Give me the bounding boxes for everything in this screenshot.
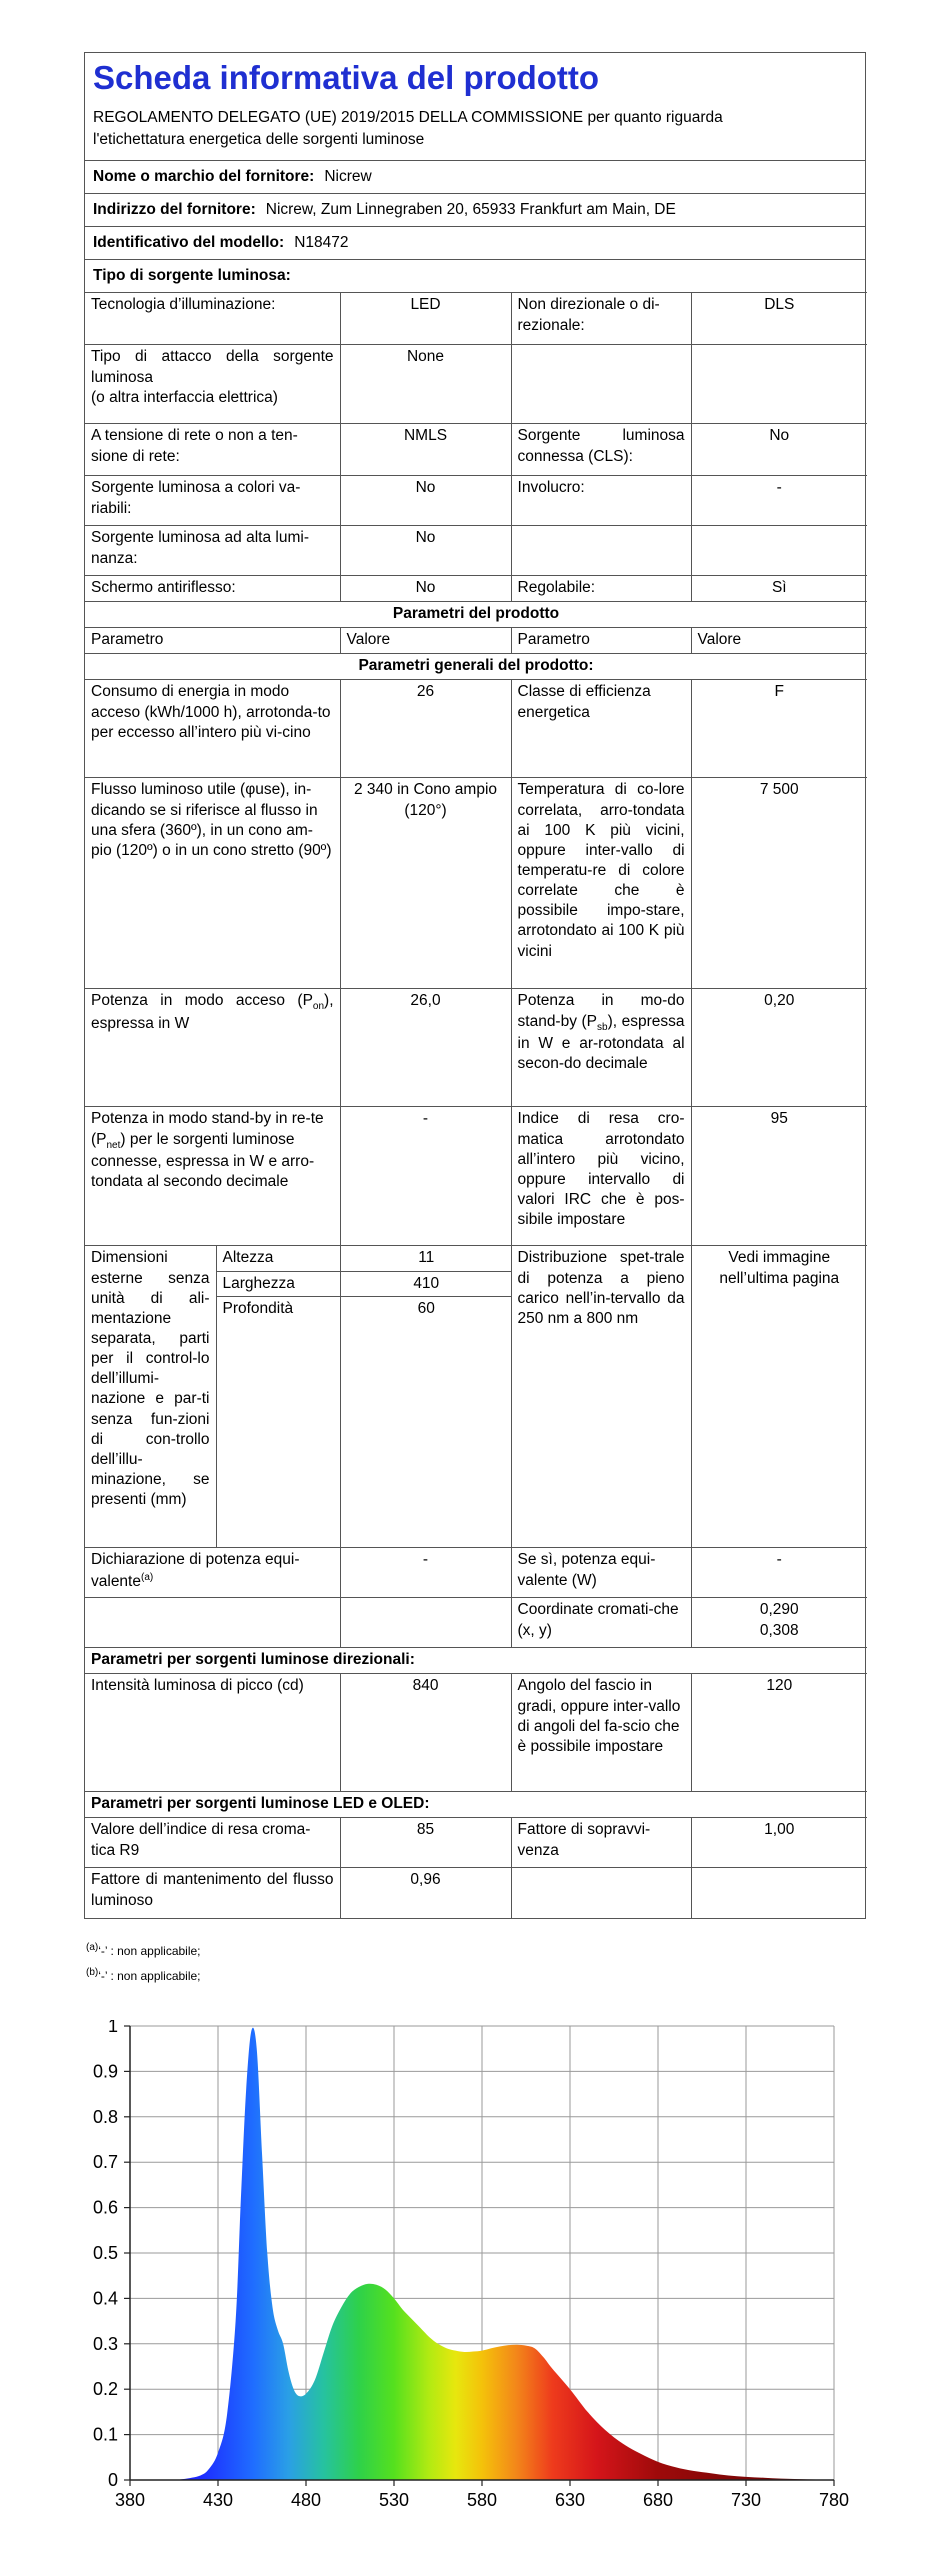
lumen-maintenance-label: Fattore di mantenimento del flusso luminoso — [85, 1868, 340, 1918]
y-tick-label: 0.3 — [92, 2333, 118, 2354]
empty-cell — [85, 1598, 340, 1648]
x-tick-label: 680 — [642, 2490, 674, 2510]
tech-label: Tecnologia d’illuminazione: — [85, 293, 340, 345]
tech-value: LED — [340, 293, 511, 345]
x-tick-label: 730 — [730, 2490, 762, 2510]
regulation-line-2: l'etichettatura energetica delle sorgenti luminose — [93, 131, 425, 149]
chromaticity-value — [691, 1598, 867, 1648]
y-tick-label: 0.4 — [92, 2288, 118, 2309]
cri-value: 95 — [691, 1107, 867, 1246]
footnote-a-text: ‘-’ : non applicabile; — [98, 1944, 201, 1958]
anti-glare-label: Schermo antiriflesso: — [85, 576, 340, 602]
supplier-address-row — [85, 194, 865, 227]
mains-value: NMLS — [340, 424, 511, 476]
x-tick-label: 630 — [554, 2490, 586, 2510]
cap-value: None — [340, 345, 511, 424]
depth-label: Profondità — [217, 1297, 341, 1547]
spectral-distribution-value: Vedi immagine nell’ultima pagina — [691, 1246, 867, 1548]
table-row — [85, 576, 867, 602]
cct-label: Temperatura di co-lore correlata, arro-tondata ai 100 K più vicini, oppure inter-vallo di temperatu-re di colore correlate che è possibile impo-stare, arrotondato ai 100 K più vicini — [511, 778, 691, 989]
dimensions-label: Dimensioni esterne senza unità di ali-mentazione separata, parti per il control-lo dell’illumi-nazione e par-ti senza fun-zioni di con-trollo dell’illu-minazione, se presenti (mm) — [85, 1246, 216, 1548]
y-tick-label: 0.5 — [92, 2243, 118, 2263]
r9-value: 85 — [340, 1818, 511, 1868]
supplier-address-value: Nicrew, Zum Linnegraben 20, 65933 Frankfurt am Main, DE — [265, 201, 676, 219]
footnote-a-marker: (a) — [86, 1942, 99, 1953]
equivalent-power-claim-label — [85, 1548, 340, 1598]
on-mode-power-text: Potenza in modo acceso (P — [91, 992, 313, 1010]
height-label: Altezza — [217, 1246, 341, 1271]
cri-label: Indice di resa cro-matica arrotondato all’intero più vicino, oppure intervallo di valori IRC che è pos-sibile impostare — [511, 1107, 691, 1246]
empty-cell — [691, 345, 867, 424]
networked-standby-subscript: net — [106, 1139, 121, 1151]
useful-flux-value: 2 340 in Cono ampio (120°) — [340, 778, 511, 989]
x-tick-label: 580 — [466, 2490, 498, 2510]
spectral-distribution-label: Distribuzione spet-trale di potenza a pieno carico nell’in-tervallo da 250 nm a 800 nm — [511, 1246, 691, 1548]
supplier-address-label: Indirizzo del fornitore: — [93, 201, 256, 219]
energy-consumption-value: 26 — [340, 680, 511, 778]
networked-standby-label — [85, 1107, 340, 1246]
table-row — [85, 654, 867, 680]
table-row — [217, 1297, 512, 1547]
cls-value: No — [691, 424, 867, 476]
led-parameters-heading: Parametri per sorgenti luminose LED e OLED: — [85, 1792, 867, 1818]
empty-cell — [511, 1868, 691, 1918]
table-row — [85, 1246, 867, 1548]
model-value: N18472 — [294, 234, 349, 252]
cap-label-note: (o altra interfaccia elettrica) — [91, 388, 278, 406]
product-parameters-heading: Parametri del prodotto — [85, 602, 867, 628]
x-tick-label: 430 — [202, 2490, 234, 2510]
empty-cell — [340, 1598, 511, 1648]
dimmable-value: Sì — [691, 576, 867, 602]
colour-tunable-label: Sorgente luminosa a colori va-riabili: — [85, 476, 340, 526]
equivalent-power-claim-text: Dichiarazione di potenza equi-valente — [91, 1551, 300, 1590]
x-tick-label: 380 — [114, 2490, 146, 2510]
y-tick-label: 0 — [107, 2470, 118, 2490]
table-row — [85, 1674, 867, 1792]
dimensions-subtable — [217, 1246, 512, 1546]
beam-angle-label: Angolo del fascio in gradi, oppure inter-vallo di angoli del fa-scio che è possibile impostare — [511, 1674, 691, 1792]
table-row — [85, 293, 867, 345]
high-luminance-value: No — [340, 526, 511, 576]
x-tick-label: 780 — [818, 2490, 850, 2510]
supplier-name-row — [85, 161, 865, 194]
y-tick-label: 0.9 — [92, 2061, 118, 2082]
regulation-line-1: REGOLAMENTO DELEGATO (UE) 2019/2015 DELLA COMMISSIONE per quanto riguarda — [93, 108, 723, 126]
networked-standby-text: Potenza in modo stand-by in re-te (P — [91, 1110, 324, 1148]
standby-power-label — [511, 989, 691, 1107]
survival-factor-value: 1,00 — [691, 1818, 867, 1868]
equivalent-power-claim-value: - — [340, 1548, 511, 1598]
high-luminance-label: Sorgente luminosa ad alta lumi-nanza: — [85, 526, 340, 576]
spectral-distribution-chart — [56, 2020, 856, 2530]
cap-cell — [85, 345, 340, 424]
table-row — [85, 989, 867, 1107]
lumen-maintenance-value: 0,96 — [340, 1868, 511, 1918]
r9-label: Valore dell’indice di resa croma-tica R9 — [85, 1818, 340, 1868]
y-tick-label: 0.2 — [92, 2379, 118, 2400]
chromaticity-y: 0,308 — [759, 1621, 799, 1639]
sheet-header — [85, 53, 865, 161]
survival-factor-label: Fattore di sopravvi-venza — [511, 1818, 691, 1868]
x-tick-label: 480 — [290, 2490, 322, 2510]
standby-power-subscript: sb — [597, 1021, 608, 1033]
table-row — [85, 778, 867, 989]
directional-parameters-heading: Parametri per sorgenti luminose direzionali: — [85, 1648, 867, 1674]
standby-power-text-end: ), espressa in W e ar-rotondata al secon-do decimale — [517, 1012, 685, 1072]
supplier-name-value: Nicrew — [324, 167, 372, 185]
empty-cell — [511, 345, 691, 424]
table-row — [217, 1246, 512, 1271]
y-tick-label: 0.7 — [92, 2152, 118, 2173]
table-row — [85, 1648, 867, 1674]
table-row — [85, 1868, 867, 1918]
networked-standby-value: - — [340, 1107, 511, 1246]
chromaticity-x: 0,290 — [759, 1601, 799, 1619]
mains-label: A tensione di rete o non a ten-sione di rete: — [85, 424, 340, 476]
table-row — [85, 680, 867, 778]
peak-intensity-label: Intensità luminosa di picco (cd) — [85, 1674, 340, 1792]
table-row — [85, 1107, 867, 1246]
table-row — [85, 1792, 867, 1818]
table-row — [85, 345, 867, 424]
standby-power-text: Potenza in mo-do stand-by (P — [517, 992, 685, 1030]
table-row — [85, 424, 867, 476]
column-header-value: Valore — [691, 628, 867, 654]
peak-intensity-value: 840 — [340, 1674, 511, 1792]
chromaticity-label: Coordinate cromati-che (x, y) — [511, 1598, 691, 1648]
table-row — [85, 1548, 867, 1598]
table-row — [85, 1598, 867, 1648]
table-row — [85, 1818, 867, 1868]
x-tick-label: 530 — [378, 2490, 410, 2510]
y-tick-label: 0.8 — [92, 2106, 118, 2127]
equivalent-power-label: Se sì, potenza equi-valente (W) — [511, 1548, 691, 1598]
general-parameters-heading: Parametri generali del prodotto: — [85, 654, 867, 680]
dimmable-label: Regolabile: — [511, 576, 691, 602]
beam-angle-value: 120 — [691, 1674, 867, 1792]
model-row — [85, 227, 865, 260]
empty-cell — [691, 1868, 867, 1918]
supplier-name-label: Nome o marchio del fornitore: — [93, 167, 315, 185]
empty-cell — [691, 526, 867, 576]
energy-class-label: Classe di efficienza energetica — [511, 680, 691, 778]
light-source-type-label: Tipo di sorgente luminosa: — [93, 267, 291, 285]
table-row — [85, 628, 867, 654]
anti-glare-value: No — [340, 576, 511, 602]
table-row — [85, 526, 867, 576]
y-tick-label: 1 — [107, 2020, 118, 2036]
column-header-parameter: Parametro — [85, 628, 340, 654]
y-tick-label: 0.6 — [92, 2197, 118, 2218]
cct-value: 7 500 — [691, 778, 867, 989]
width-value: 410 — [341, 1271, 512, 1296]
page-title: Scheda informativa del prodotto — [93, 59, 600, 96]
useful-flux-label: Flusso luminoso utile (φuse), in-dicando se si riferisce al flusso in una sfera (360º), in un cono am-pio (120º) o in un cono stretto (90º) — [85, 778, 340, 989]
networked-standby-text-end: ) per le sorgenti luminose connesse, espressa in W e arro-tondata al secondo decimale — [91, 1130, 315, 1190]
model-label: Identificativo del modello: — [93, 234, 285, 252]
light-source-type-row — [85, 260, 865, 292]
depth-value: 60 — [341, 1297, 512, 1547]
footnote-a — [86, 1938, 201, 1963]
width-label: Larghezza — [217, 1271, 341, 1296]
equivalent-power-value: - — [691, 1548, 867, 1598]
footnote-b-marker: (b) — [86, 1966, 99, 1978]
product-information-sheet — [84, 52, 866, 1919]
on-mode-power-value: 26,0 — [340, 989, 511, 1107]
cls-label: Sorgente luminosa connessa (CLS): — [511, 424, 691, 476]
empty-cell — [511, 526, 691, 576]
on-mode-power-text-end: ), espressa in W — [91, 992, 334, 1032]
directional-value: DLS — [691, 293, 867, 345]
standby-power-value: 0,20 — [691, 989, 867, 1107]
envelope-value: - — [691, 476, 867, 526]
table-row — [217, 1271, 512, 1296]
y-tick-label: 0.1 — [92, 2424, 118, 2445]
colour-tunable-value: No — [340, 476, 511, 526]
footnote-b — [86, 1963, 201, 1988]
cap-label: Tipo di attacco della sorgente luminosa — [91, 348, 334, 386]
envelope-label: Involucro: — [511, 476, 691, 526]
column-header-value: Valore — [340, 628, 511, 654]
footnotes — [86, 1938, 201, 1988]
directional-label: Non direzionale o di-rezionale: — [511, 293, 691, 345]
footnote-a-marker: (a) — [140, 1571, 154, 1583]
parameters-table — [85, 292, 867, 1918]
on-mode-power-subscript: on — [312, 1001, 325, 1013]
on-mode-power-label — [85, 989, 340, 1107]
footnote-b-text: ‘-’ : non applicabile; — [98, 1968, 201, 1983]
height-value: 11 — [341, 1246, 512, 1271]
energy-class-value: F — [691, 680, 867, 778]
energy-consumption-label: Consumo di energia in modo acceso (kWh/1000 h), arrotonda-to per eccesso all’intero più vi-cino — [85, 680, 340, 778]
dimensions-cell — [216, 1246, 511, 1548]
table-row — [85, 602, 867, 628]
table-row — [85, 476, 867, 526]
column-header-parameter: Parametro — [511, 628, 691, 654]
